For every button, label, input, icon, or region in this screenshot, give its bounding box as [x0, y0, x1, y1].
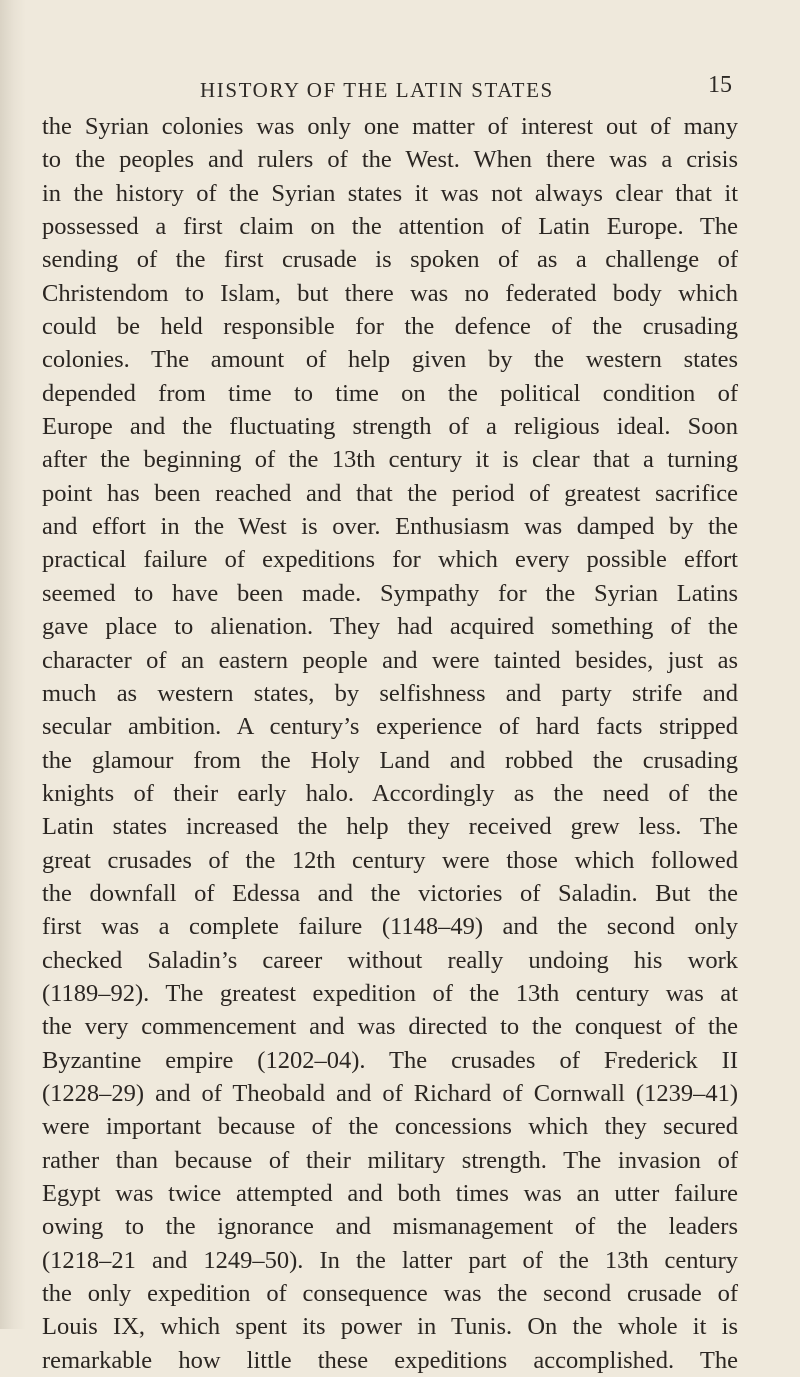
text-line: owing to the ignorance and mismanagement of the leaders: [42, 1213, 738, 1241]
text-line: (1218–21 and 1249–50). In the latter part of the 13th century: [42, 1246, 738, 1274]
text-line: Europe and the fluctuating strength of a religious ideal. Soon: [42, 413, 738, 441]
text-line: much as western states, by selfishness and party strife and: [42, 679, 738, 707]
text-line: point has been reached and that the period of greatest sacrifice: [42, 479, 738, 507]
text-line: could be held responsible for the defence of the crusading: [42, 313, 738, 341]
text-line: colonies. The amount of help given by the western states: [42, 346, 738, 374]
text-line: knights of their early halo. Accordingly as the need of the: [42, 779, 738, 807]
text-line: the only expedition of consequence was the second crusade of: [42, 1280, 738, 1308]
text-line: secular ambition. A century’s experience of hard facts stripped: [42, 713, 738, 741]
text-line: possessed a first claim on the attention of Latin Europe. The: [42, 213, 738, 241]
text-line: depended from time to time on the political condition of: [42, 379, 738, 407]
body-paragraph: [42, 110, 738, 1377]
text-line: seemed to have been made. Sympathy for the Syrian Latins: [42, 579, 738, 607]
text-line: practical failure of expeditions for which every possible effort: [42, 546, 738, 574]
text-line: (1228–29) and of Theobald and of Richard of Cornwall (1239–41): [42, 1079, 738, 1107]
text-line: after the beginning of the 13th century it is clear that a turning: [42, 446, 738, 474]
text-line: the downfall of Edessa and the victories of Saladin. But the: [42, 879, 738, 907]
text-line: Louis IX, which spent its power in Tunis. On the whole it is: [42, 1313, 738, 1341]
text-line: remarkable how little these expeditions accomplished. The: [42, 1346, 738, 1374]
running-head: HISTORY OF THE LATIN STATES: [200, 78, 554, 102]
text-line: gave place to alienation. They had acquired something of the: [42, 613, 738, 641]
text-line: first was a complete failure (1148–49) and the second only: [42, 913, 738, 941]
text-line: in the history of the Syrian states it was not always clear that it: [42, 179, 738, 207]
text-line: great crusades of the 12th century were those which followed: [42, 846, 738, 874]
text-line: and effort in the West is over. Enthusiasm was damped by the: [42, 513, 738, 541]
page-number: 15: [708, 72, 732, 98]
text-line: Latin states increased the help they received grew less. The: [42, 813, 738, 841]
text-line: sending of the first crusade is spoken of as a challenge of: [42, 246, 738, 274]
text-line: character of an eastern people and were tainted besides, just as: [42, 646, 738, 674]
text-line: checked Saladin’s career without really undoing his work: [42, 946, 738, 974]
text-line: the glamour from the Holy Land and robbed the crusading: [42, 746, 738, 774]
text-line: the very commencement and was directed to the conquest of the: [42, 1013, 738, 1041]
text-line: were important because of the concessions which they secured: [42, 1113, 738, 1141]
text-line: to the peoples and rulers of the West. When there was a crisis: [42, 146, 738, 174]
text-line: rather than because of their military strength. The invasion of: [42, 1146, 738, 1174]
text-line: Egypt was twice attempted and both times was an utter failure: [42, 1180, 738, 1207]
text-line: Christendom to Islam, but there was no federated body which: [42, 279, 738, 307]
text-line: (1189–92). The greatest expedition of the 13th century was at: [42, 979, 738, 1007]
text-line: the Syrian colonies was only one matter of interest out of many: [42, 113, 738, 140]
text-line: Byzantine empire (1202–04). The crusades of Frederick II: [42, 1046, 738, 1074]
